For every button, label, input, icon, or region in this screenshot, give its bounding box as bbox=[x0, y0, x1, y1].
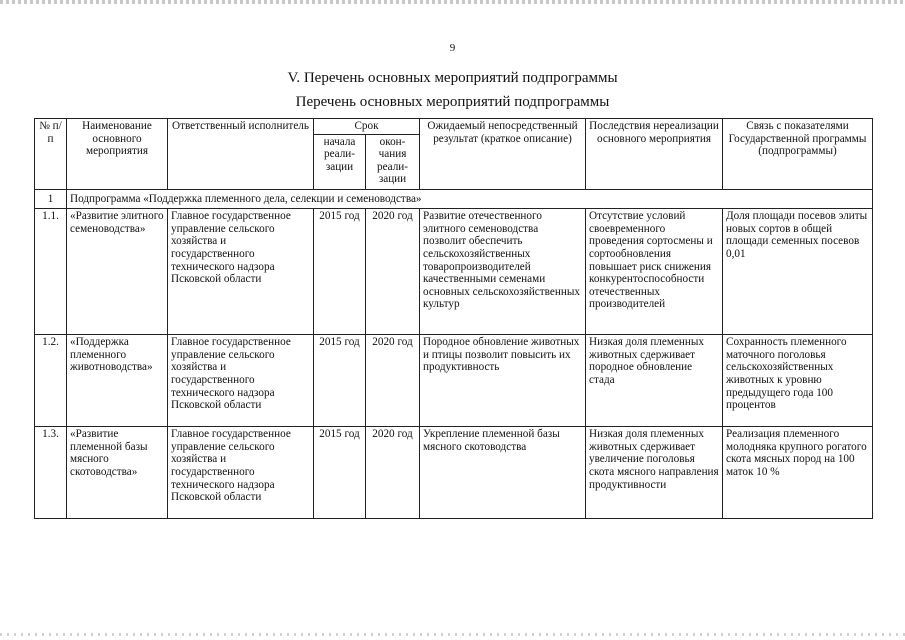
subprogram-title: Подпрограмма «Поддержка племенного дела, селекции и семеноводства» bbox=[67, 189, 873, 209]
row-end: 2020 год bbox=[366, 209, 420, 335]
row-num: 1.1. bbox=[35, 209, 67, 335]
row-name: «Развитие племенной базы мясного скотоводства» bbox=[67, 427, 168, 519]
scan-edge-top bbox=[0, 0, 905, 4]
table-row bbox=[35, 427, 873, 519]
table-title: Перечень основных мероприятий подпрограммы bbox=[295, 94, 610, 110]
row-consequences: Низкая доля племенных животных сдерживает породное обновление стада bbox=[586, 335, 723, 427]
row-responsible: Главное государственное управление сельского хозяйства и государственного технического надзора Псковской области bbox=[168, 335, 314, 427]
header-term-end: окон-чания реали-зации bbox=[366, 134, 420, 189]
section-title: V. Перечень основных мероприятий подпрограммы bbox=[287, 70, 618, 86]
page-number: 9 bbox=[449, 42, 456, 54]
row-link: Сохранность племенного маточного поголовья сельскохозяйственных животных к уровню предыдущего года 100 процентов bbox=[723, 335, 873, 427]
header-result: Ожидаемый непосредственный результат (краткое описание) bbox=[420, 119, 586, 190]
row-responsible: Главное государственное управление сельского хозяйства и государственного технического надзора Псковской области bbox=[168, 427, 314, 519]
row-consequences: Отсутствие условий своевременного проведения сортосмены и сортообновления повышает риск снижения конкурентоспособности отечественных производителей bbox=[586, 209, 723, 335]
header-term-start: начала реали-зации bbox=[314, 134, 366, 189]
header-link: Связь с показателями Государственной программы (подпрограммы) bbox=[723, 119, 873, 190]
row-result: Развитие отечественного элитного семеноводства позволит обеспечить сельскохозяйственных товаропроизводителей качественными семенами основных сельскохозяйственных культур bbox=[420, 209, 586, 335]
row-start: 2015 год bbox=[314, 209, 366, 335]
header-term: Срок bbox=[314, 119, 420, 135]
subprogram-num: 1 bbox=[35, 189, 67, 209]
row-num: 1.2. bbox=[35, 335, 67, 427]
row-result: Укрепление племенной базы мясного скотоводства bbox=[420, 427, 586, 519]
header-row bbox=[35, 119, 873, 135]
row-responsible: Главное государственное управление сельского хозяйства и государственного технического надзора Псковской области bbox=[168, 209, 314, 335]
header-name: Наименование основного мероприятия bbox=[67, 119, 168, 190]
header-consequences: Последствия нереализации основного мероприятия bbox=[586, 119, 723, 190]
row-consequences: Низкая доля племенных животных сдерживает увеличение поголовья скота мясного направления продуктивности bbox=[586, 427, 723, 519]
row-end: 2020 год bbox=[366, 427, 420, 519]
header-responsible: Ответственный исполнитель bbox=[168, 119, 314, 190]
row-result: Породное обновление животных и птицы позволит повысить их продуктивность bbox=[420, 335, 586, 427]
row-link: Доля площади посевов элиты новых сортов в общей площади семенных посевов 0,01 bbox=[723, 209, 873, 335]
row-start: 2015 год bbox=[314, 427, 366, 519]
subprogram-row bbox=[35, 189, 873, 209]
row-start: 2015 год bbox=[314, 335, 366, 427]
table-row bbox=[35, 335, 873, 427]
header-num: № п/п bbox=[35, 119, 67, 190]
row-link: Реализация племенного молодняка крупного рогатого скота мясных пород на 100 маток 10 % bbox=[723, 427, 873, 519]
table-row bbox=[35, 209, 873, 335]
activities-table bbox=[34, 118, 873, 519]
row-end: 2020 год bbox=[366, 335, 420, 427]
row-name: «Развитие элитного семеноводства» bbox=[67, 209, 168, 335]
row-name: «Поддержка племенного животноводства» bbox=[67, 335, 168, 427]
row-num: 1.3. bbox=[35, 427, 67, 519]
scan-edge-bottom bbox=[0, 633, 905, 636]
